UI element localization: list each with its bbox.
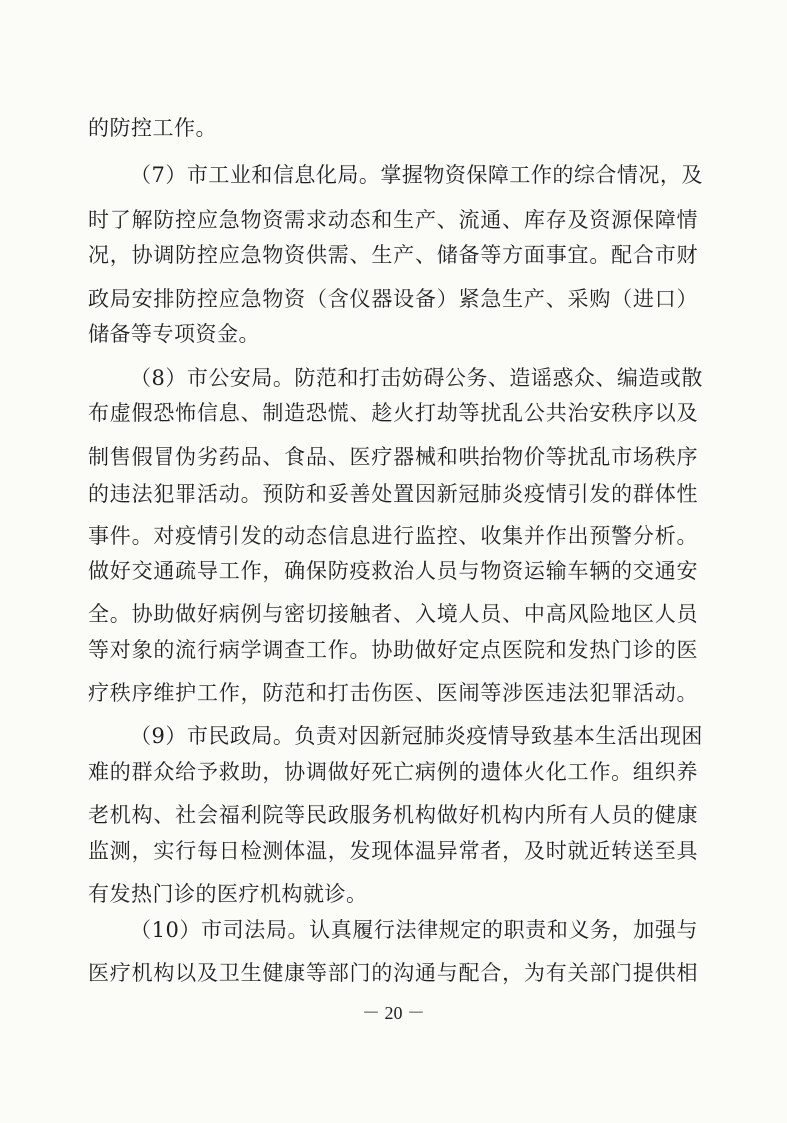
- text-line: （8）市公安局。防范和打击妨碍公务、造谣惑众、编造或散: [130, 366, 703, 390]
- text-line: 医疗机构以及卫生健康等部门的沟通与配合，为有关部门提供相: [88, 961, 698, 985]
- text-line: 等对象的流行病学调查工作。协助做好定点医院和发热门诊的医: [88, 638, 698, 662]
- text-line: 的防控工作。: [88, 116, 217, 140]
- text-line: 况，协调防控应急物资供需、生产、储备等方面事宜。配合市财: [88, 243, 698, 267]
- text-line: （7）市工业和信息化局。掌握物资保障工作的综合情况，及: [130, 163, 703, 187]
- text-line: 全。协助做好病例与密切接触者、入境人员、中高风险地区人员: [88, 602, 698, 626]
- text-line: 制售假冒伪劣药品、食品、医疗器械和哄抬物价等扰乱市场秩序: [88, 445, 698, 469]
- text-line: （9）市民政局。负责对因新冠肺炎疫情导致基本生活出现困: [130, 724, 703, 748]
- text-line: 做好交通疏导工作，确保防疫救治人员与物资运输车辆的交通安: [88, 559, 698, 583]
- text-line: 监测，实行每日检测体温，发现体温异常者，及时就近转送至具: [88, 839, 698, 863]
- text-line: 疗秩序维护工作，防范和打击伤医、医闹等涉医违法犯罪活动。: [88, 681, 698, 705]
- text-line: 政局安排防控应急物资（含仪器设备）紧急生产、采购（进口）: [88, 287, 698, 311]
- text-line: 事件。对疫情引发的动态信息进行监控、收集并作出预警分析。: [88, 524, 698, 548]
- text-line: 难的群众给予救助，协调做好死亡病例的遗体火化工作。组织养: [88, 760, 698, 784]
- text-line: 时了解防控应急物资需求动态和生产、流通、库存及资源保障情: [88, 208, 698, 232]
- text-line: （10）市司法局。认真履行法律规定的职责和义务，加强与: [130, 918, 698, 942]
- text-line: 老机构、社会福利院等民政服务机构做好机构内所有人员的健康: [88, 803, 698, 827]
- text-line: 的违法犯罪活动。预防和妥善处置因新冠肺炎疫情引发的群体性: [88, 482, 698, 506]
- page-number: － 20 －: [362, 1003, 425, 1023]
- text-line: 布虚假恐怖信息、制造恐慌、趁火打劫等扰乱公共治安秩序以及: [88, 401, 698, 425]
- text-line: 储备等专项资金。: [88, 322, 260, 346]
- text-line: 有发热门诊的医疗机构就诊。: [88, 882, 368, 906]
